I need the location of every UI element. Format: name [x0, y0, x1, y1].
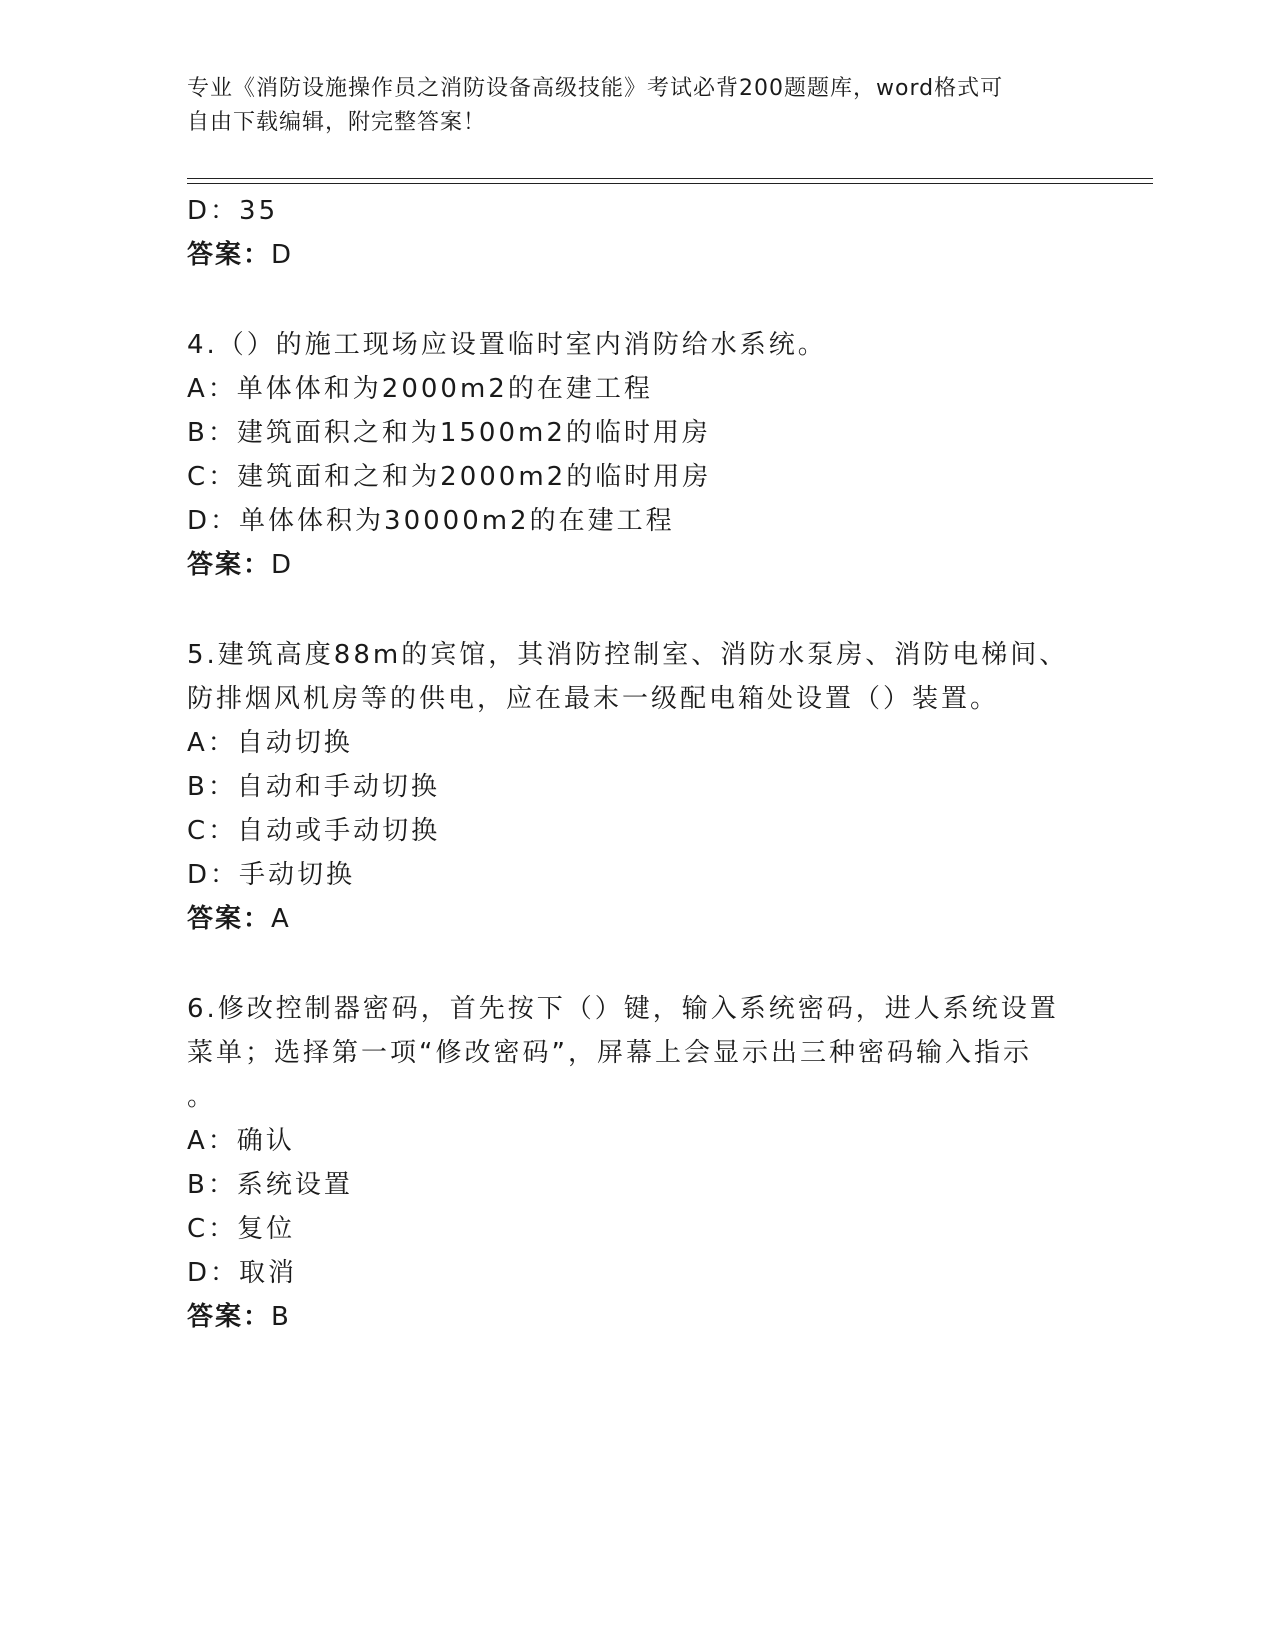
q6-option-c: C：复位 — [187, 1214, 296, 1244]
answer-label: 答案： — [187, 1302, 272, 1332]
q6-stem-line-3: 。 — [187, 1082, 217, 1112]
q6-option-a: A：确认 — [187, 1126, 295, 1156]
q6-stem-line-2: 菜单；选择第一项“修改密码”，屏幕上会显示出三种密码输入指示 — [187, 1038, 1032, 1068]
q5-option-a: A：自动切换 — [187, 728, 353, 758]
answer-label: 答案： — [187, 550, 272, 580]
q4-option-b: B：建筑面积之和为1500m2的临时用房 — [187, 418, 711, 448]
q6-answer — [187, 1302, 291, 1332]
document-header — [187, 72, 1067, 140]
header-divider-top — [187, 178, 1153, 179]
prev-option-d: D：35 — [187, 196, 279, 226]
answer-value: B — [271, 1302, 291, 1332]
q5-stem-line-2: 防排烟风机房等的供电，应在最末一级配电箱处设置（）装置。 — [187, 684, 1000, 714]
q5-option-c: C：自动或手动切换 — [187, 816, 441, 846]
q4-stem: 4.（）的施工现场应设置临时室内消防给水系统。 — [187, 330, 827, 360]
answer-value: D — [271, 550, 294, 580]
q5-answer — [187, 904, 291, 934]
header-line-2: 自由下载编辑，附完整答案！ — [187, 110, 487, 135]
answer-label: 答案： — [187, 240, 272, 270]
q4-option-a: A：单体体和为2000m2的在建工程 — [187, 374, 653, 404]
header-divider-bottom — [187, 183, 1153, 184]
prev-answer — [187, 240, 293, 270]
q6-stem-line-1: 6.修改控制器密码，首先按下（）键，输入系统密码，进人系统设置 — [187, 994, 1059, 1024]
header-line-1: 专业《消防设施操作员之消防设备高级技能》考试必背200题题库，word格式可 — [187, 76, 1004, 101]
q4-answer — [187, 550, 293, 580]
answer-label: 答案： — [187, 904, 272, 934]
q6-option-d: D：取消 — [187, 1258, 298, 1288]
q5-stem-line-1: 5.建筑高度88m的宾馆，其消防控制室、消防水泵房、消防电梯间、 — [187, 640, 1069, 670]
answer-value: A — [271, 904, 291, 934]
answer-value: D — [271, 240, 294, 270]
q4-option-d: D：单体体积为30000m2的在建工程 — [187, 506, 675, 536]
q4-option-c: C：建筑面和之和为2000m2的临时用房 — [187, 462, 712, 492]
q5-option-b: B：自动和手动切换 — [187, 772, 440, 802]
q6-option-b: B：系统设置 — [187, 1170, 353, 1200]
q5-option-d: D：手动切换 — [187, 860, 356, 890]
